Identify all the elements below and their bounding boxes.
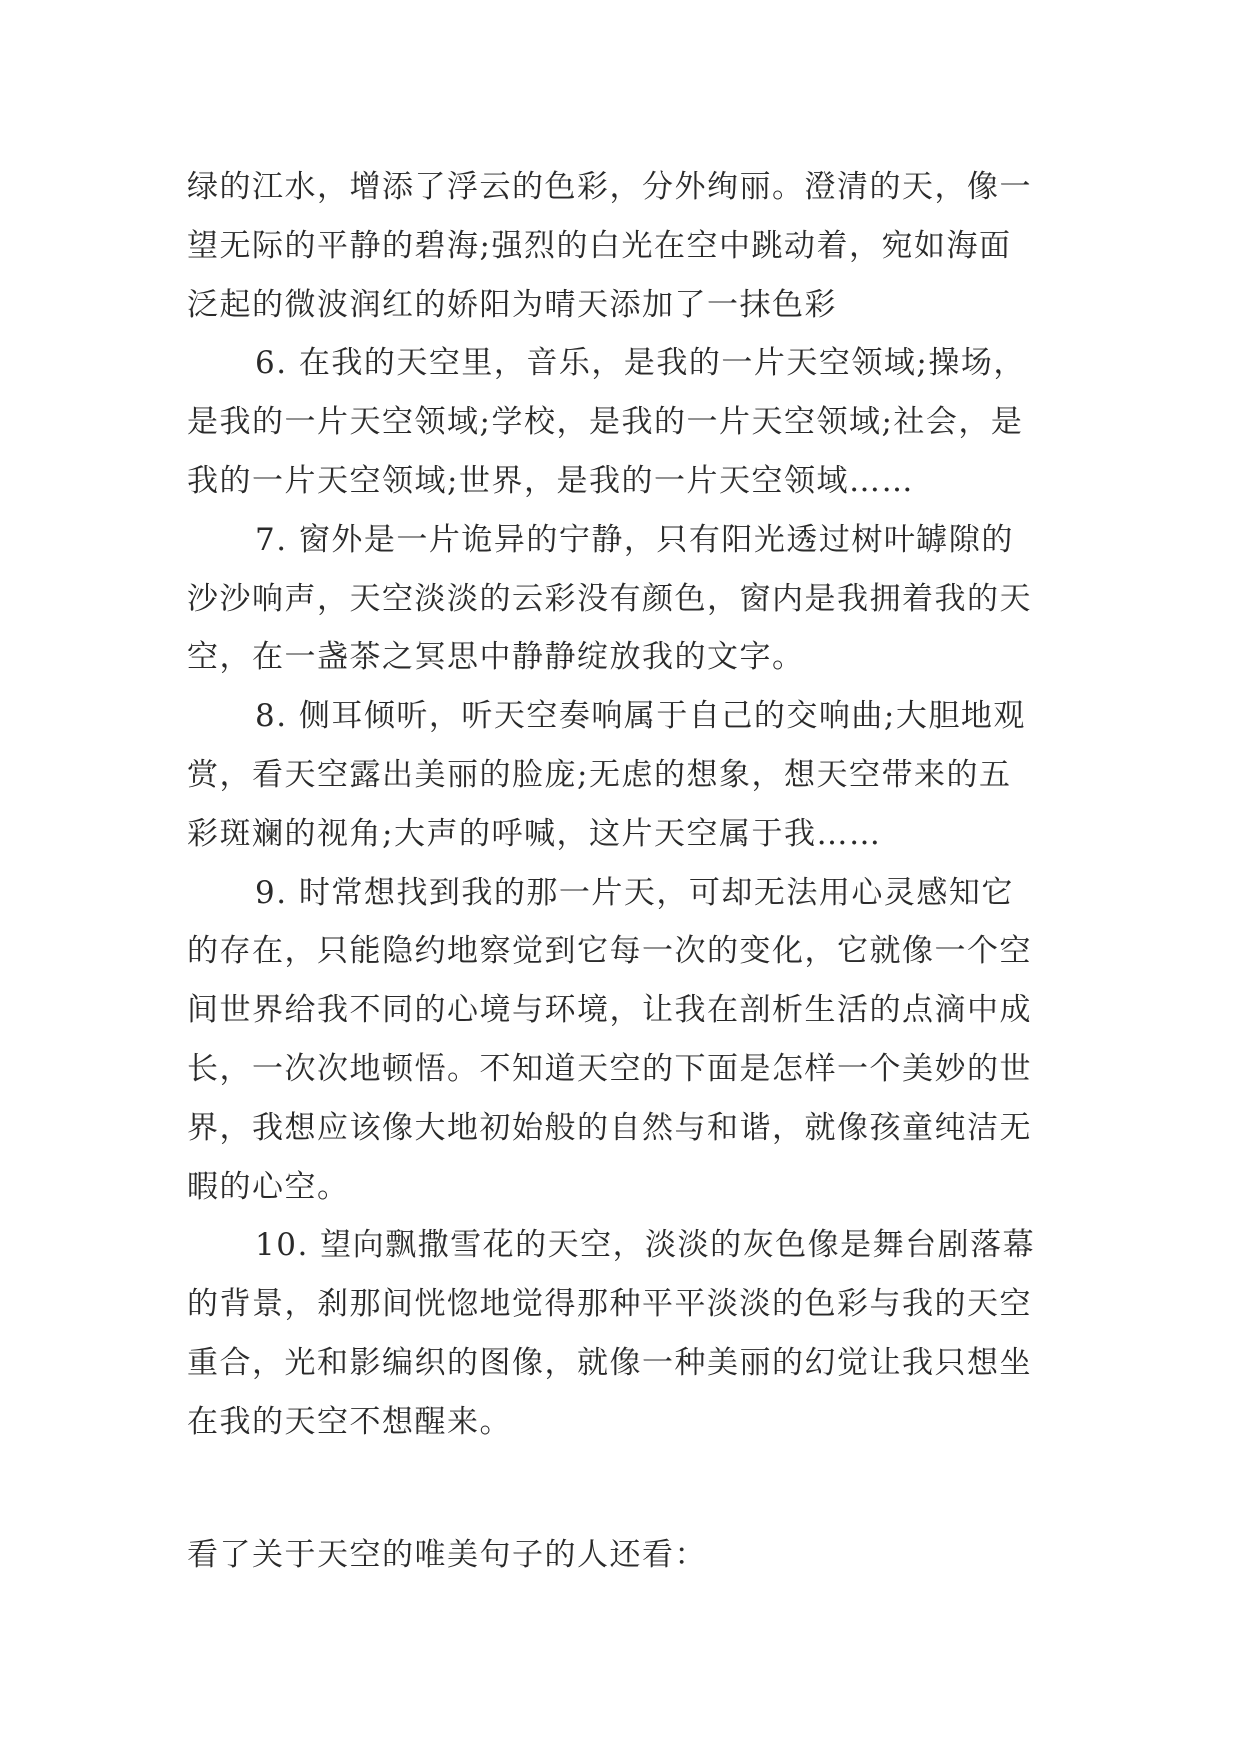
text-line: 的背景，刹那间恍惚地觉得那种平平淡淡的色彩与我的天空: [187, 1286, 1032, 1323]
text-line: 的存在，只能隐约地察觉到它每一次的变化，它就像一个空: [187, 933, 1032, 970]
text-line: 9. 时常想找到我的那一片天，可却无法用心灵感知它: [255, 874, 1014, 911]
text-line: 彩斑斓的视角;大声的呼喊，这片天空属于我……: [187, 815, 882, 852]
document-body: [187, 158, 1067, 1452]
text-line: 界，我想应该像大地初始般的自然与和谐，就像孩童纯洁无: [187, 1109, 1032, 1146]
related-reading-heading: 看了关于天空的唯美句子的人还看：: [187, 1537, 707, 1573]
text-line: 沙沙响声，天空淡淡的云彩没有颜色，窗内是我拥着我的天: [187, 580, 1032, 617]
text-line: 绿的江水，增添了浮云的色彩，分外绚丽。澄清的天，像一: [187, 169, 1032, 205]
text-line: 空，在一盏茶之冥思中静静绽放我的文字。: [187, 639, 805, 676]
text-line: 间世界给我不同的心境与环境，让我在剖析生活的点滴中成: [187, 992, 1032, 1029]
text-line: 望无际的平静的碧海;强烈的白光在空中跳动着，宛如海面: [187, 227, 1012, 264]
paragraph-para-9: [187, 864, 1067, 1217]
paragraph-para-10: [187, 1216, 1067, 1451]
text-line: 8. 侧耳倾听，听天空奏响属于自己的交响曲;大胆地观: [255, 698, 1026, 735]
text-line: 7. 窗外是一片诡异的宁静，只有阳光透过树叶罅隙的: [255, 521, 1014, 558]
text-line: 我的一片天空领域;世界，是我的一片天空领域……: [187, 462, 914, 499]
text-line: 长，一次次地顿悟。不知道天空的下面是怎样一个美妙的世: [187, 1050, 1032, 1087]
text-line: 重合，光和影编织的图像，就像一种美丽的幻觉让我只想坐: [187, 1344, 1032, 1381]
text-line: 赏，看天空露出美丽的脸庞;无虑的想象，想天空带来的五: [187, 756, 1012, 793]
text-line: 10. 望向飘撒雪花的天空，淡淡的灰色像是舞台剧落幕: [255, 1227, 1036, 1264]
text-line: 暇的心空。: [187, 1168, 350, 1205]
paragraph-para-7: [187, 511, 1067, 687]
paragraph-para-5-continuation: [187, 158, 1067, 334]
text-line: 泛起的微波润红的娇阳为晴天添加了一抹色彩: [187, 286, 837, 323]
text-line: 6. 在我的天空里，音乐，是我的一片天空领域;操场，: [255, 345, 1026, 382]
text-line: 是我的一片天空领域;学校，是我的一片天空领域;社会，是: [187, 404, 1024, 441]
text-line: 在我的天空不想醒来。: [187, 1403, 512, 1440]
paragraph-para-6: [187, 334, 1067, 510]
paragraph-para-8: [187, 687, 1067, 863]
